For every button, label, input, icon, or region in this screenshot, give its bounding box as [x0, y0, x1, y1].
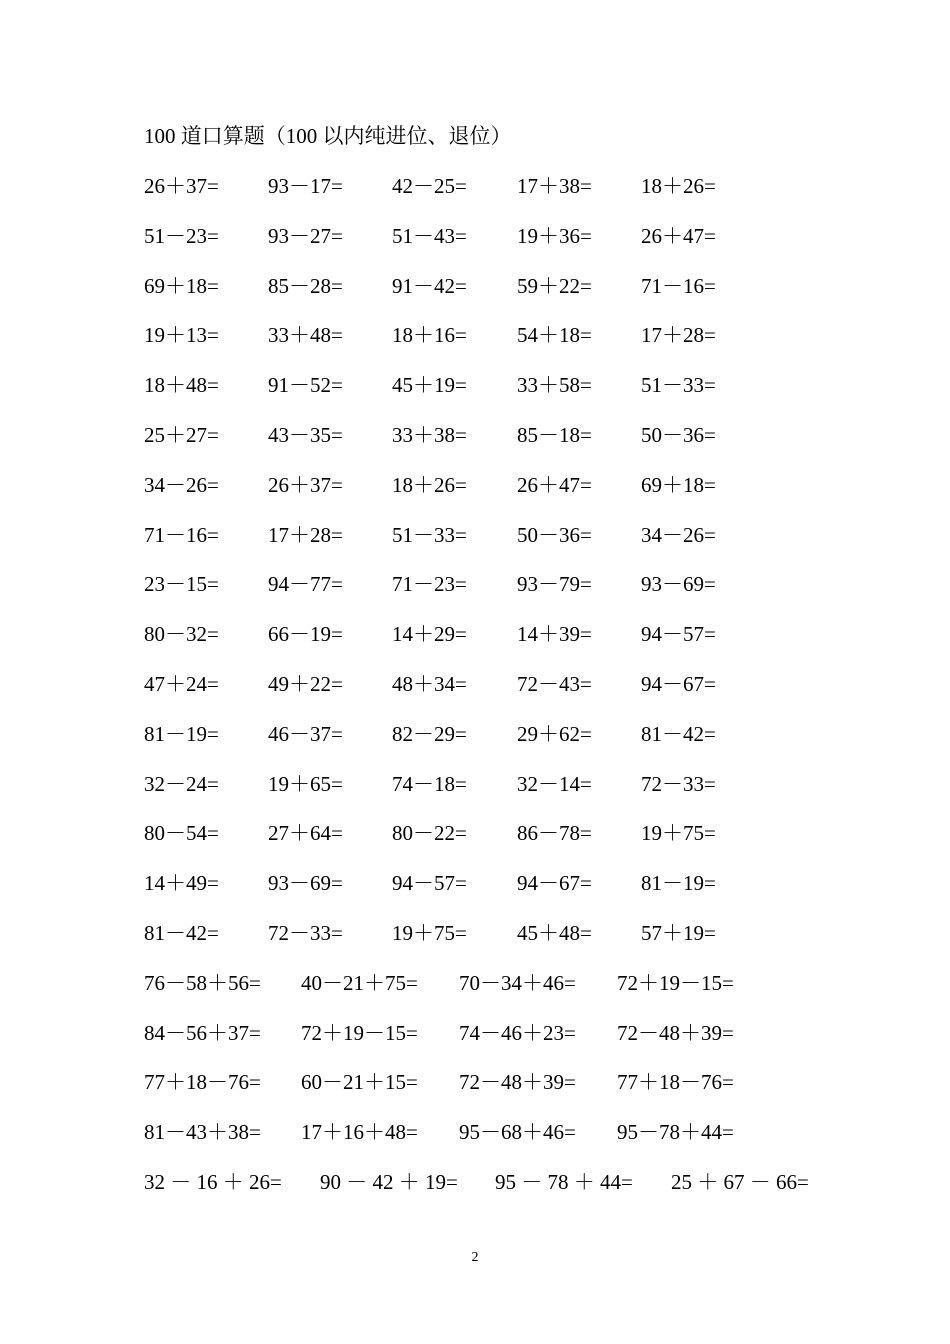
problem-item: 32－24= — [144, 771, 219, 796]
problem-item: 74－18= — [392, 771, 467, 796]
problem-item: 85－28= — [268, 273, 343, 298]
problem-item: 29＋62= — [517, 721, 592, 746]
problem-item: 71－23= — [392, 572, 467, 597]
problem-item: 80－32= — [144, 622, 219, 647]
problem-row — [0, 719, 950, 749]
problem-item: 17＋16＋48= — [301, 1120, 418, 1145]
problem-item: 94－57= — [641, 622, 716, 647]
problem-item: 69＋18= — [144, 273, 219, 298]
problem-item: 93－27= — [268, 223, 343, 248]
problem-item: 72－48＋39= — [459, 1070, 576, 1095]
problem-item: 81－43＋38= — [144, 1120, 261, 1145]
problem-row — [0, 520, 950, 550]
page-number: 2 — [471, 1250, 479, 1265]
problem-item: 72－43= — [517, 672, 592, 696]
problem-row — [0, 1117, 950, 1147]
problem-item: 19＋75= — [392, 921, 467, 945]
problem-row — [0, 420, 950, 450]
problem-item: 50－36= — [641, 423, 716, 447]
problem-item: 51－33= — [641, 373, 716, 398]
problem-row — [0, 918, 950, 948]
problem-item: 74－46＋23= — [459, 1020, 576, 1045]
problem-item: 72－33= — [268, 921, 343, 945]
problem-item: 19＋65= — [268, 771, 343, 796]
problem-item: 26＋37= — [268, 472, 343, 497]
problem-row — [0, 818, 950, 848]
problem-item: 84－56＋37= — [144, 1020, 261, 1045]
problem-item: 93－17= — [268, 174, 343, 198]
problem-item: 77＋18－76= — [144, 1070, 261, 1095]
problem-row — [0, 669, 950, 699]
problem-item: 72－48＋39= — [617, 1020, 734, 1045]
problem-item: 42－25= — [392, 174, 467, 198]
problem-item: 26＋47= — [517, 472, 592, 497]
problem-item: 81－19= — [641, 871, 716, 896]
problem-row — [0, 968, 950, 998]
problem-item: 94－77= — [268, 572, 343, 597]
problem-item: 60－21＋15= — [301, 1070, 418, 1095]
problem-item: 81－42= — [641, 721, 716, 746]
problem-row — [0, 868, 950, 898]
problem-item: 45＋19= — [392, 373, 467, 398]
problem-item: 94－67= — [517, 871, 592, 896]
problem-item: 91－42= — [392, 273, 467, 298]
problem-item: 17＋38= — [517, 174, 592, 198]
problem-item: 71－16= — [144, 522, 219, 547]
problem-row — [0, 619, 950, 649]
problem-item: 94－67= — [641, 672, 716, 696]
problem-row — [0, 1018, 950, 1048]
problem-item: 34－26= — [144, 472, 219, 497]
problem-item: 95－68＋46= — [459, 1120, 576, 1145]
problem-item: 71－16= — [641, 273, 716, 298]
problem-item: 32－14= — [517, 771, 592, 796]
problem-item: 43－35= — [268, 423, 343, 447]
problem-item: 51－23= — [144, 223, 219, 248]
problem-item: 54＋18= — [517, 323, 592, 348]
problem-item: 51－43= — [392, 223, 467, 248]
problem-item: 93－79= — [517, 572, 592, 597]
problem-item: 81－42= — [144, 921, 219, 945]
problem-item: 17＋28= — [268, 522, 343, 547]
problem-item: 86－78= — [517, 821, 592, 846]
problem-row — [0, 1167, 950, 1197]
problem-item: 26＋47= — [641, 223, 716, 248]
problem-item: 45＋48= — [517, 921, 592, 945]
problem-item: 93－69= — [268, 871, 343, 896]
problem-item: 51－33= — [392, 522, 467, 547]
problem-item: 66－19= — [268, 622, 343, 647]
problem-item: 50－36= — [517, 522, 592, 547]
problem-item: 14＋29= — [392, 622, 467, 647]
problem-item: 72＋19－15= — [301, 1020, 418, 1045]
problem-row — [0, 470, 950, 500]
problem-item: 25＋27= — [144, 423, 219, 447]
problem-item: 72－33= — [641, 771, 716, 796]
problem-item: 70－34＋46= — [459, 970, 576, 995]
problem-item: 69＋18= — [641, 472, 716, 497]
problem-item: 46－37= — [268, 721, 343, 746]
problem-item: 82－29= — [392, 721, 467, 746]
problem-item: 94－57= — [392, 871, 467, 896]
problem-row — [0, 569, 950, 599]
problem-item: 72＋19－15= — [617, 970, 734, 995]
problem-item: 27＋64= — [268, 821, 343, 846]
problem-item: 14＋39= — [517, 622, 592, 647]
problem-row — [0, 221, 950, 251]
problem-item: 90 － 42 ＋ 19= — [320, 1170, 458, 1194]
problem-item: 26＋37= — [144, 174, 219, 198]
problem-item: 18＋26= — [392, 472, 467, 497]
problem-item: 80－54= — [144, 821, 219, 846]
problem-item: 76－58＋56= — [144, 970, 261, 995]
problem-item: 81－19= — [144, 721, 219, 746]
problem-item: 19＋36= — [517, 223, 592, 248]
problem-item: 19＋13= — [144, 323, 219, 348]
problem-item: 18＋16= — [392, 323, 467, 348]
problem-item: 23－15= — [144, 572, 219, 597]
problem-row — [0, 320, 950, 350]
problem-item: 59＋22= — [517, 273, 592, 298]
problem-item: 57＋19= — [641, 921, 716, 945]
problem-item: 34－26= — [641, 522, 716, 547]
page-title: 100 道口算题（100 以内纯进位、退位） — [144, 124, 512, 148]
problem-item: 33＋48= — [268, 323, 343, 348]
problem-item: 18＋48= — [144, 373, 219, 398]
problem-item: 25 ＋ 67 － 66= — [671, 1170, 809, 1194]
problem-row — [0, 171, 950, 201]
problem-item: 85－18= — [517, 423, 592, 447]
problem-item: 17＋28= — [641, 323, 716, 348]
problem-row — [0, 271, 950, 301]
problem-item: 33＋38= — [392, 423, 467, 447]
problem-item: 49＋22= — [268, 672, 343, 696]
problem-row — [0, 1067, 950, 1097]
problem-item: 18＋26= — [641, 174, 716, 198]
problem-item: 95－78＋44= — [617, 1120, 734, 1145]
problem-item: 32 － 16 ＋ 26= — [144, 1170, 282, 1194]
problem-item: 95 － 78 ＋ 44= — [495, 1170, 633, 1194]
problem-item: 93－69= — [641, 572, 716, 597]
problem-item: 48＋34= — [392, 672, 467, 696]
problem-item: 33＋58= — [517, 373, 592, 398]
problem-row — [0, 769, 950, 799]
problem-item: 19＋75= — [641, 821, 716, 846]
problem-item: 77＋18－76= — [617, 1070, 734, 1095]
problem-item: 80－22= — [392, 821, 467, 846]
problem-row — [0, 370, 950, 400]
problem-item: 47＋24= — [144, 672, 219, 696]
problem-item: 40－21＋75= — [301, 970, 418, 995]
problem-item: 14＋49= — [144, 871, 219, 896]
problem-item: 91－52= — [268, 373, 343, 398]
